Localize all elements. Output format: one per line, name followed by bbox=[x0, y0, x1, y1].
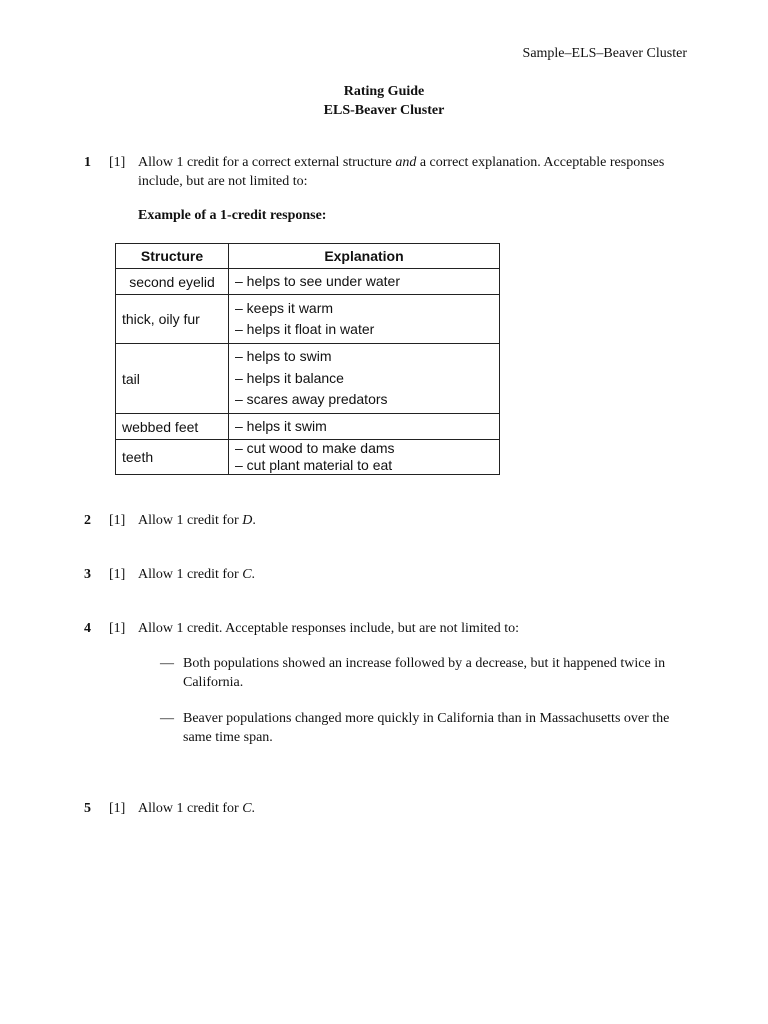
answer-letter: C bbox=[242, 801, 252, 816]
credit-value: [1] bbox=[109, 621, 126, 636]
credit-value: [1] bbox=[109, 801, 126, 816]
dash-marker: — bbox=[160, 711, 174, 726]
credit-value: [1] bbox=[109, 513, 126, 528]
question-number: 3 bbox=[84, 567, 91, 582]
example-response-table bbox=[115, 243, 500, 475]
structure-cell: tail bbox=[116, 344, 229, 414]
question-number: 2 bbox=[84, 513, 91, 528]
question-text: Allow 1 credit. Acceptable responses include, but are not limited to: bbox=[138, 621, 520, 636]
question-number: 5 bbox=[84, 801, 91, 816]
question-4 bbox=[84, 620, 684, 639]
table-row bbox=[116, 414, 500, 440]
table-row bbox=[116, 440, 500, 475]
structure-cell: thick, oily fur bbox=[116, 295, 229, 344]
structure-cell: second eyelid bbox=[116, 269, 229, 295]
question-2 bbox=[84, 512, 684, 531]
explanation-cell: – helps to see under water bbox=[229, 269, 500, 295]
structure-cell: webbed feet bbox=[116, 414, 229, 440]
explanation-cell: – helps it swim bbox=[229, 414, 500, 440]
answer-letter: C bbox=[242, 567, 252, 582]
column-header-structure: Structure bbox=[116, 244, 229, 269]
question-3 bbox=[84, 566, 684, 585]
question-text: Allow 1 credit for D. bbox=[138, 513, 256, 528]
explanation-cell: – cut wood to make dams – cut plant material to eat bbox=[229, 440, 500, 475]
response-bullet bbox=[160, 655, 680, 692]
table-header-row bbox=[116, 244, 500, 269]
dash-marker: — bbox=[160, 656, 174, 671]
response-bullet bbox=[160, 710, 680, 747]
title-block bbox=[0, 82, 768, 120]
question-text: Allow 1 credit for a correct external structure and a correct explanation. Acceptable responses include, but are not limited to: bbox=[138, 155, 665, 189]
page-subtitle: ELS-Beaver Cluster bbox=[323, 103, 445, 118]
table-row bbox=[116, 295, 500, 344]
table-row bbox=[116, 344, 500, 414]
column-header-explanation: Explanation bbox=[229, 244, 500, 269]
credit-value: [1] bbox=[109, 567, 126, 582]
explanation-cell: – keeps it warm – helps it float in water bbox=[229, 295, 500, 344]
example-heading: Example of a 1-credit response: bbox=[138, 208, 327, 223]
bullet-text: Beaver populations changed more quickly in California than in Massachusetts over the same time span. bbox=[183, 711, 670, 745]
credit-value: [1] bbox=[109, 155, 126, 170]
structure-cell: teeth bbox=[116, 440, 229, 475]
answer-letter: D bbox=[242, 513, 253, 528]
question-number: 1 bbox=[84, 155, 91, 170]
question-text: Allow 1 credit for C. bbox=[138, 567, 256, 582]
document-id: Sample–ELS–Beaver Cluster bbox=[522, 46, 687, 61]
bullet-text: Both populations showed an increase followed by a decrease, but it happened twice in California. bbox=[183, 656, 666, 690]
table-row bbox=[116, 269, 500, 295]
page-title: Rating Guide bbox=[343, 84, 425, 99]
question-5 bbox=[84, 800, 684, 819]
question-number: 4 bbox=[84, 621, 91, 636]
question-text: Allow 1 credit for C. bbox=[138, 801, 256, 816]
explanation-cell: – helps to swim – helps it balance – scares away predators bbox=[229, 344, 500, 414]
question-1 bbox=[84, 154, 684, 191]
